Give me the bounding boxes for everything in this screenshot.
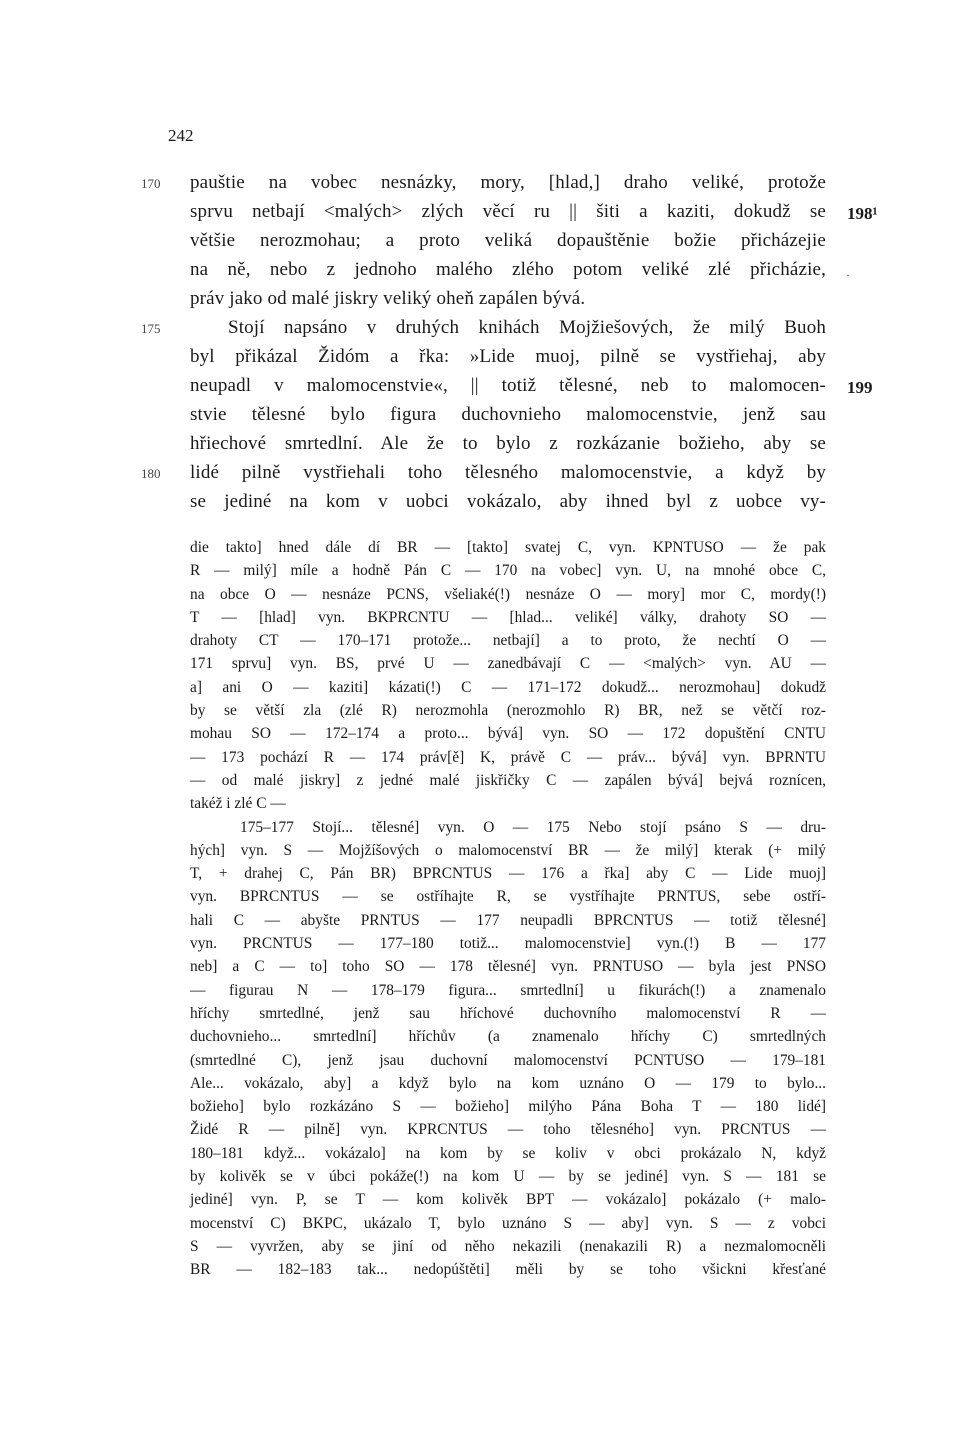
- note-line: by se větší zla (zlé R) nerozmohla (nerozmohlo R) BR, než se větčí roz-: [190, 702, 826, 720]
- line-number-170: 170: [141, 176, 161, 191]
- note-line: na obce O — nesnáze PCNS, všeliaké(!) nesnáze O — mory] mor C, mordy(!): [190, 585, 826, 603]
- note-line: Židé R — pilně] vyn. KPRCNTUS — toho tělesného] vyn. PRCNTUS —: [190, 1121, 826, 1139]
- note-line: duchovnieho... smrtedlní] hříchův (a znamenalo hříchy C) smrtedlných: [190, 1028, 826, 1046]
- main-line: většie nerozmohau; a proto veliká dopauštěnie božie přicházejie: [190, 230, 826, 251]
- note-line: BR — 182–183 tak... nedopúštěti] měli by se toho všickni křesťané: [190, 1261, 826, 1279]
- note-line: hříchy smrtedlné, jenž sau hříchové duchovního malomocenství R —: [190, 1004, 826, 1022]
- note-line: drahoty CT — 170–171 protože... netbají] a to proto, že nechtí O —: [190, 632, 826, 650]
- main-line: sprvu netbají <malých> zlých věcí ru || šiti a kaziti, dokudž se: [190, 201, 826, 222]
- note-line: vyn. BPRCNTUS — se ostříhajte R, se vystříhajte PRNTUS, sebe ostří-: [190, 888, 826, 906]
- main-line: hřiechové smrtedlní. Ale že to bylo z rozkázanie božieho, aby se: [190, 433, 826, 454]
- note-line: Ale... vokázalo, aby] a když bylo na kom uznáno O — 179 to bylo...: [190, 1074, 826, 1092]
- page-number: 242: [168, 126, 194, 145]
- line-number-180: 180: [141, 466, 161, 481]
- line-number-175: 175: [141, 321, 161, 336]
- main-line: pauštie na vobec nesnázky, mory, [hlad,] draho veliké, protože: [190, 172, 826, 193]
- note-line: 180–181 když... vokázalo] na kom by se koliv v obci prokázalo N, když: [190, 1144, 826, 1162]
- note-line: božieho] bylo rozkázáno S — božieho] milýho Pána Boha T — 180 lidé]: [190, 1098, 826, 1116]
- note-line: neb] a C — to] toho SO — 178 tělesné] vyn. PRNTUSO — byla jest PNSO: [190, 958, 826, 976]
- main-line: lidé pilně vystřiehali toho tělesného malomocenstvie, a když by: [190, 462, 826, 483]
- main-line: neupadl v malomocenstvie«, || totiž tělesné, neb to malomocen-: [190, 375, 826, 396]
- note-line: mocenství C) BKPC, ukázalo T, bylo uznáno S — aby] vyn. S — z vobci: [190, 1214, 826, 1232]
- note-line: vyn. PRCNTUS — 177–180 totiž... malomocenstvie] vyn.(!) B — 177: [190, 935, 826, 953]
- note-line: die takto] hned dále dí BR — [takto] svatej C, vyn. KPNTUSO — že pak: [190, 539, 826, 556]
- note-line: — figurau N — 178–179 figura... smrtedlní] u fikurách(!) a znamenalo: [190, 981, 826, 999]
- main-text: [190, 168, 826, 516]
- note-line: hých] vyn. S — Mojžíšových o malomocenství BR — že milý] kterak (+ milý: [190, 841, 826, 859]
- note-line: by kolivěk se v úbci pokáže(!) na kom U — by se jediné] vyn. S — 181 se: [190, 1168, 826, 1186]
- note-line: jediné] vyn. P, se T — kom kolivěk BPT — vokázalo] pokázalo (+ malo-: [190, 1191, 826, 1209]
- main-line: Stojí napsáno v druhých knihách Mojžiešových, že milý Buoh: [228, 317, 826, 338]
- main-line: byl přikázal Židóm a řka: »Lide muoj, pilně se vystřiehaj, aby: [190, 346, 826, 367]
- main-line: stvie tělesné bylo figura duchovnieho malomocenstvie, jenž sau: [190, 404, 826, 425]
- margin-ref-199: 199: [847, 378, 873, 397]
- margin-dot: ·: [846, 268, 850, 282]
- note-line: (smrtedlné C), jenž jsau duchovní malomocenství PCNTUSO — 179–181: [190, 1051, 826, 1069]
- note-line: takéž i zlé C —: [190, 795, 286, 813]
- note-line: — od malé jiskry] z jedné malé jiskřičky C — zapálen bývá] bejvá roznícen,: [190, 771, 826, 789]
- note-line: hali C — abyšte PRNTUS — 177 neupadli BPRCNTUS — totiž tělesné]: [190, 911, 826, 929]
- critical-apparatus: [190, 536, 826, 1282]
- main-line: práv jako od malé jiskry veliký oheň zapálen bývá.: [190, 288, 586, 309]
- note-line: 175–177 Stojí... tělesné] vyn. O — 175 Nebo stojí psáno S — dru-: [240, 818, 826, 836]
- note-line: mohau SO — 172–174 a proto... bývá] vyn. SO — 172 dopuštění CNTU: [190, 725, 826, 743]
- note-line: a] ani O — kaziti] kázati(!) C — 171–172 dokudž... nerozmohau] dokudž: [190, 678, 826, 696]
- main-line: na ně, nebo z jednoho malého zlého potom veliké zlé přicházie,: [190, 259, 826, 280]
- margin-ref-198: 198¹: [847, 204, 878, 223]
- note-line: — 173 pochází R — 174 práv[ě] K, právě C — práv... bývá] vyn. BPRNTU: [190, 748, 826, 766]
- note-line: S — vyvržen, aby se jiní od něho nekazili (nenakazili R) a nezmalomocněli: [190, 1237, 826, 1255]
- note-line: R — milý] míle a hodně Pán C — 170 na vobec] vyn. U, na mnohé obce C,: [190, 562, 826, 580]
- main-line: se jediné na kom v uobci vokázalo, aby ihned byl z uobce vy-: [190, 491, 826, 512]
- note-line: T, + drahej C, Pán BR) BPRCNTUS — 176 a řka] aby C — Lide muoj]: [190, 865, 826, 883]
- note-line: T — [hlad] vyn. BKPRCNTU — [hlad... veliké] války, drahoty SO —: [190, 608, 826, 626]
- note-line: 171 sprvu] vyn. BS, prvé U — zanedbávají C — <malých> vyn. AU —: [190, 655, 826, 673]
